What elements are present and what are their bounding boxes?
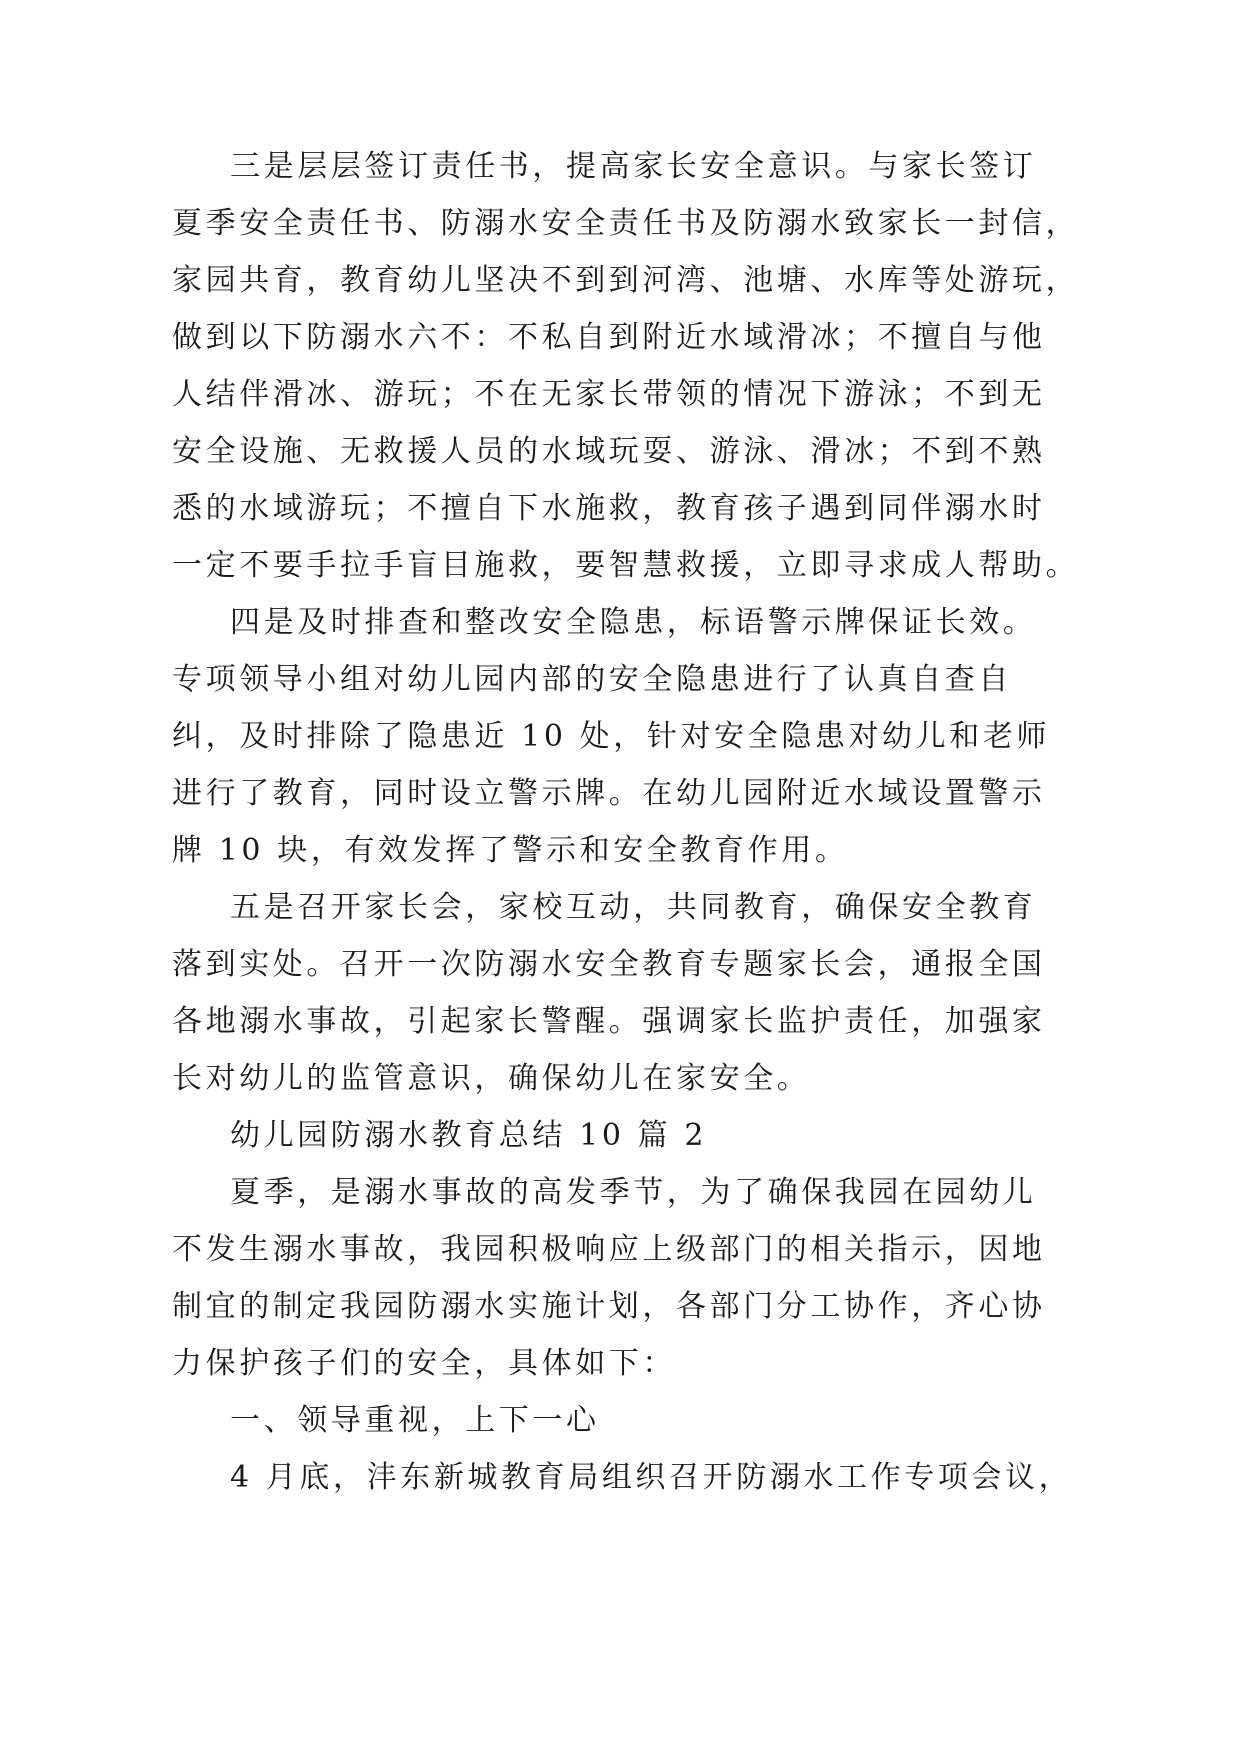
body-text-line: 不发生溺水事故，我园积极响应上级部门的相关指示，因地 bbox=[172, 1232, 1046, 1267]
body-text-line: 进行了教育，同时设立警示牌。在幼儿园附近水域设置警示 bbox=[172, 776, 1046, 811]
body-text-line: 制宜的制定我园防溺水实施计划，各部门分工协作，齐心协 bbox=[172, 1289, 1046, 1324]
body-text-line: 牌 10 块，有效发挥了警示和安全教育作用。 bbox=[172, 833, 849, 868]
body-text-line: 落到实处。召开一次防溺水安全教育专题家长会，通报全国 bbox=[172, 947, 1046, 982]
body-text-line: 力保护孩子们的安全，具体如下： bbox=[172, 1346, 676, 1381]
body-text-line: 专项领导小组对幼儿园内部的安全隐患进行了认真自查自 bbox=[172, 662, 1012, 697]
body-text-line: 安全设施、无救援人员的水域玩耍、游泳、滑冰；不到不熟 bbox=[172, 434, 1046, 469]
body-text-line: 人结伴滑冰、游玩；不在无家长带领的情况下游泳；不到无 bbox=[172, 377, 1046, 412]
body-text-line: 家园共育，教育幼儿坚决不到到河湾、池塘、水库等处游玩， bbox=[172, 263, 1080, 298]
body-text-line: 夏季，是溺水事故的高发季节，为了确保我园在园幼儿 bbox=[230, 1175, 1037, 1210]
body-text-line: 夏季安全责任书、防溺水安全责任书及防溺水致家长一封信， bbox=[172, 206, 1080, 241]
subsection-heading: 一、领导重视，上下一心 bbox=[230, 1403, 600, 1438]
body-text-line: 做到以下防溺水六不：不私自到附近水域滑冰；不擅自与他 bbox=[172, 320, 1046, 355]
body-text-line: 三是层层签订责任书，提高家长安全意识。与家长签订 bbox=[230, 149, 1037, 184]
body-text-line: 一定不要手拉手盲目施救，要智慧救援，立即寻求成人帮助。 bbox=[172, 548, 1080, 583]
body-text-line: 四是及时排查和整改安全隐患，标语警示牌保证长效。 bbox=[230, 605, 1037, 640]
section-heading: 幼儿园防溺水教育总结 10 篇 2 bbox=[230, 1118, 708, 1153]
body-text-line: 五是召开家长会，家校互动，共同教育，确保安全教育 bbox=[230, 890, 1037, 925]
body-text-line: 纠，及时排除了隐患近 10 处，针对安全隐患对幼儿和老师 bbox=[172, 719, 1051, 754]
body-text-line: 各地溺水事故，引起家长警醒。强调家长监护责任，加强家 bbox=[172, 1004, 1046, 1039]
body-text-line: 悉的水域游玩；不擅自下水施救，教育孩子遇到同伴溺水时 bbox=[172, 491, 1046, 526]
body-text-line: 长对幼儿的监管意识，确保幼儿在家安全。 bbox=[172, 1061, 811, 1096]
body-text-line: 4 月底，沣东新城教育局组织召开防溺水工作专项会议， bbox=[230, 1460, 1073, 1495]
